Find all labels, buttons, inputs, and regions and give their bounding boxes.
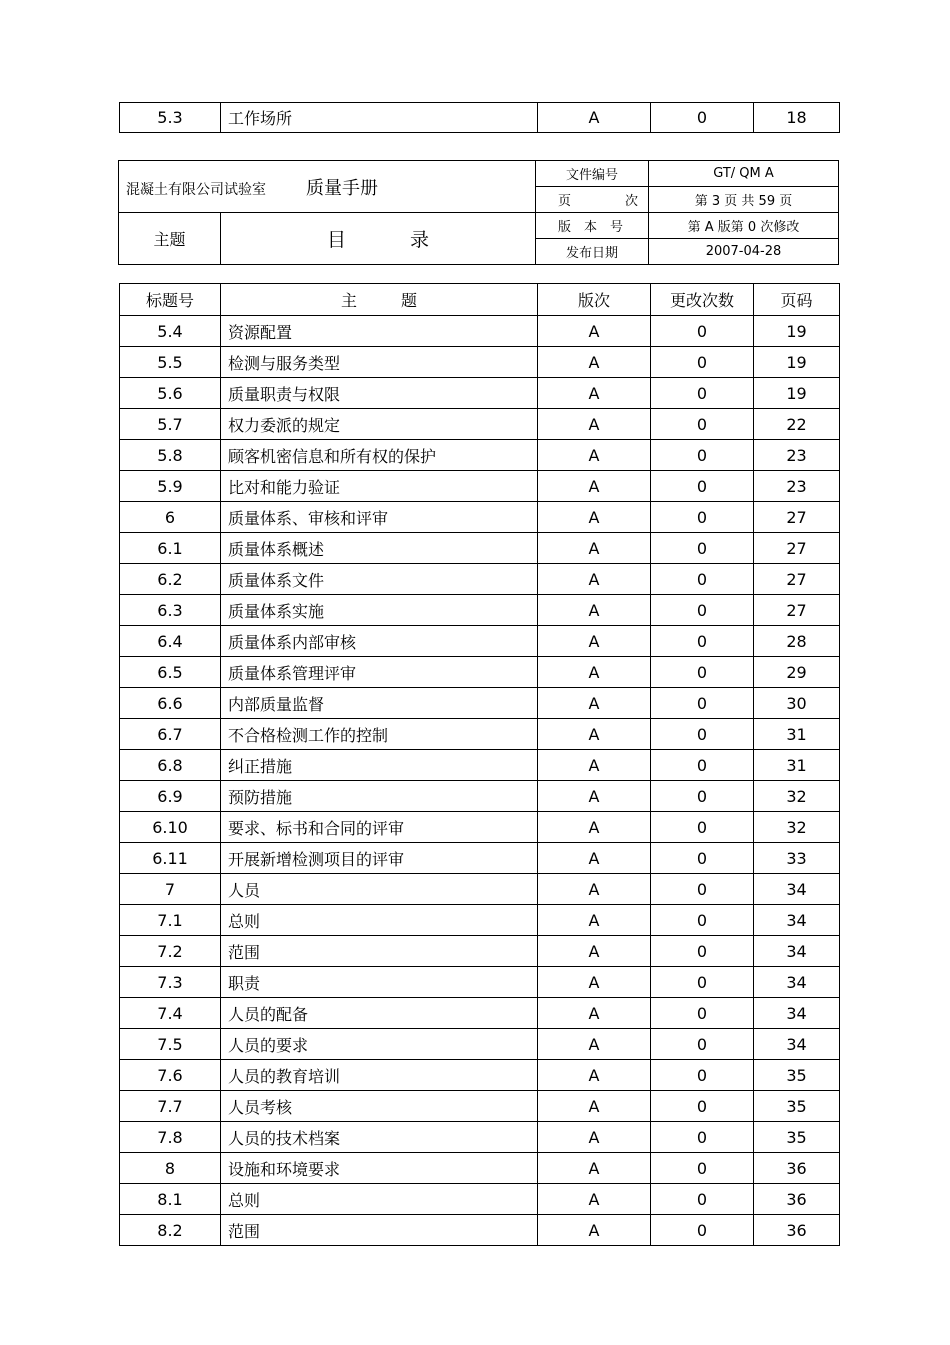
table-row	[120, 409, 840, 440]
doc-number-value: GT/ QM A	[649, 161, 839, 187]
section-number: 5.8	[120, 440, 221, 471]
section-revisions: 0	[651, 1122, 754, 1153]
section-version: A	[538, 378, 651, 409]
section-subject: 顾客机密信息和所有权的保护	[221, 440, 538, 471]
section-number: 5.3	[120, 103, 221, 133]
section-number: 6.10	[120, 812, 221, 843]
section-revisions: 0	[651, 378, 754, 409]
section-number: 8.1	[120, 1184, 221, 1215]
section-revisions: 0	[651, 781, 754, 812]
section-number: 7.1	[120, 905, 221, 936]
section-version: A	[538, 1215, 651, 1246]
section-revisions: 0	[651, 471, 754, 502]
toc-body	[120, 316, 840, 1246]
section-subject: 资源配置	[221, 316, 538, 347]
table-row	[120, 626, 840, 657]
section-revisions: 0	[651, 316, 754, 347]
section-page: 34	[754, 905, 840, 936]
section-revisions: 0	[651, 905, 754, 936]
section-number: 7.7	[120, 1091, 221, 1122]
section-revisions: 0	[651, 1060, 754, 1091]
section-subject: 检测与服务类型	[221, 347, 538, 378]
section-page: 27	[754, 564, 840, 595]
table-row	[120, 564, 840, 595]
section-page: 34	[754, 998, 840, 1029]
section-version: A	[538, 1029, 651, 1060]
section-subject: 要求、标书和合同的评审	[221, 812, 538, 843]
section-version: A	[538, 471, 651, 502]
section-number: 6	[120, 502, 221, 533]
release-date-label: 发布日期	[536, 239, 649, 265]
toc-header-row	[120, 284, 840, 316]
section-revisions: 0	[651, 1153, 754, 1184]
section-number: 5.6	[120, 378, 221, 409]
section-number: 8.2	[120, 1215, 221, 1246]
section-revisions: 0	[651, 719, 754, 750]
section-version: A	[538, 1060, 651, 1091]
section-page: 34	[754, 936, 840, 967]
table-row	[120, 595, 840, 626]
table-row	[120, 1215, 840, 1246]
section-number: 5.5	[120, 347, 221, 378]
section-revisions: 0	[651, 967, 754, 998]
section-version: A	[538, 347, 651, 378]
section-revisions: 0	[651, 1184, 754, 1215]
column-header-revisions: 更改次数	[651, 284, 754, 316]
table-row	[120, 998, 840, 1029]
section-version: A	[538, 103, 651, 133]
section-page: 35	[754, 1060, 840, 1091]
section-revisions: 0	[651, 1091, 754, 1122]
section-number: 6.3	[120, 595, 221, 626]
section-subject: 预防措施	[221, 781, 538, 812]
section-subject: 人员	[221, 874, 538, 905]
table-row	[120, 750, 840, 781]
section-number: 8	[120, 1153, 221, 1184]
section-version: A	[538, 1184, 651, 1215]
section-version: A	[538, 1122, 651, 1153]
section-revisions: 0	[651, 843, 754, 874]
toc-table	[119, 283, 840, 1246]
previous-page-last-row-table	[119, 102, 840, 133]
table-row	[120, 657, 840, 688]
section-page: 23	[754, 471, 840, 502]
section-page: 28	[754, 626, 840, 657]
table-row	[120, 719, 840, 750]
table-row	[120, 502, 840, 533]
section-subject: 比对和能力验证	[221, 471, 538, 502]
table-row	[120, 347, 840, 378]
section-revisions: 0	[651, 595, 754, 626]
section-page: 19	[754, 378, 840, 409]
table-row	[120, 1184, 840, 1215]
section-version: A	[538, 316, 651, 347]
version-label: 版 本 号	[536, 213, 649, 239]
section-page: 22	[754, 409, 840, 440]
table-row	[120, 1122, 840, 1153]
section-version: A	[538, 812, 651, 843]
section-number: 7	[120, 874, 221, 905]
section-revisions: 0	[651, 998, 754, 1029]
table-row	[120, 533, 840, 564]
column-header-subject: 主 题	[221, 284, 538, 316]
page-count-value: 第 3 页 共 59 页	[649, 187, 839, 213]
section-revisions: 0	[651, 502, 754, 533]
section-revisions: 0	[651, 409, 754, 440]
table-row	[120, 103, 840, 133]
section-subject: 范围	[221, 1215, 538, 1246]
section-page: 31	[754, 750, 840, 781]
table-row	[120, 812, 840, 843]
section-version: A	[538, 967, 651, 998]
table-row	[120, 874, 840, 905]
version-value: 第 A 版第 0 次修改	[649, 213, 839, 239]
section-page: 36	[754, 1184, 840, 1215]
section-subject: 开展新增检测项目的评审	[221, 843, 538, 874]
header-title-cell	[119, 161, 536, 213]
section-version: A	[538, 1153, 651, 1184]
section-revisions: 0	[651, 440, 754, 471]
section-page: 31	[754, 719, 840, 750]
lab-name: 混凝土有限公司试验室	[126, 181, 266, 198]
section-number: 6.7	[120, 719, 221, 750]
section-page: 35	[754, 1122, 840, 1153]
section-page: 34	[754, 1029, 840, 1060]
section-subject: 范围	[221, 936, 538, 967]
table-row	[120, 781, 840, 812]
table-row	[120, 1060, 840, 1091]
section-revisions: 0	[651, 874, 754, 905]
section-revisions: 0	[651, 812, 754, 843]
section-page: 27	[754, 502, 840, 533]
section-version: A	[538, 874, 651, 905]
table-row	[120, 471, 840, 502]
section-subject: 质量体系内部审核	[221, 626, 538, 657]
section-revisions: 0	[651, 750, 754, 781]
section-number: 6.8	[120, 750, 221, 781]
section-subject: 质量体系概述	[221, 533, 538, 564]
table-row	[120, 967, 840, 998]
table-row	[120, 936, 840, 967]
table-row	[120, 1029, 840, 1060]
section-number: 5.7	[120, 409, 221, 440]
column-header-page: 页码	[754, 284, 840, 316]
section-revisions: 0	[651, 936, 754, 967]
section-number: 7.3	[120, 967, 221, 998]
section-number: 6.2	[120, 564, 221, 595]
section-subject: 人员的教育培训	[221, 1060, 538, 1091]
section-page: 27	[754, 595, 840, 626]
section-page: 36	[754, 1153, 840, 1184]
section-number: 5.9	[120, 471, 221, 502]
section-version: A	[538, 998, 651, 1029]
section-page: 32	[754, 812, 840, 843]
doc-number-label: 文件编号	[536, 161, 649, 187]
page-label: 页 次	[536, 187, 649, 213]
section-revisions: 0	[651, 347, 754, 378]
section-subject: 职责	[221, 967, 538, 998]
section-revisions: 0	[651, 564, 754, 595]
section-number: 7.8	[120, 1122, 221, 1153]
section-version: A	[538, 502, 651, 533]
section-subject: 人员考核	[221, 1091, 538, 1122]
section-subject: 权力委派的规定	[221, 409, 538, 440]
table-row	[120, 688, 840, 719]
section-number: 6.9	[120, 781, 221, 812]
section-page: 34	[754, 967, 840, 998]
section-page: 27	[754, 533, 840, 564]
section-subject: 质量体系管理评审	[221, 657, 538, 688]
table-row	[120, 378, 840, 409]
section-subject: 内部质量监督	[221, 688, 538, 719]
section-version: A	[538, 719, 651, 750]
section-version: A	[538, 781, 651, 812]
section-version: A	[538, 905, 651, 936]
section-version: A	[538, 843, 651, 874]
section-number: 6.6	[120, 688, 221, 719]
toc-title: 目 录	[221, 213, 536, 265]
section-revisions: 0	[651, 533, 754, 564]
section-subject: 质量体系实施	[221, 595, 538, 626]
table-row	[120, 905, 840, 936]
section-subject: 不合格检测工作的控制	[221, 719, 538, 750]
section-page: 35	[754, 1091, 840, 1122]
section-version: A	[538, 657, 651, 688]
section-subject: 人员的技术档案	[221, 1122, 538, 1153]
section-revisions: 0	[651, 688, 754, 719]
section-subject: 人员的要求	[221, 1029, 538, 1060]
section-revisions: 0	[651, 1029, 754, 1060]
section-revisions: 0	[651, 657, 754, 688]
section-number: 7.4	[120, 998, 221, 1029]
subject-label: 主题	[119, 213, 221, 265]
section-page: 19	[754, 347, 840, 378]
section-page: 34	[754, 874, 840, 905]
section-version: A	[538, 409, 651, 440]
section-version: A	[538, 1091, 651, 1122]
section-version: A	[538, 936, 651, 967]
section-page: 30	[754, 688, 840, 719]
section-subject: 设施和环境要求	[221, 1153, 538, 1184]
section-page: 19	[754, 316, 840, 347]
section-number: 6.11	[120, 843, 221, 874]
section-number: 7.2	[120, 936, 221, 967]
section-number: 5.4	[120, 316, 221, 347]
release-date-value: 2007-04-28	[649, 239, 839, 265]
section-subject: 人员的配备	[221, 998, 538, 1029]
section-page: 36	[754, 1215, 840, 1246]
section-revisions: 0	[651, 626, 754, 657]
section-version: A	[538, 688, 651, 719]
section-page: 32	[754, 781, 840, 812]
table-row	[120, 440, 840, 471]
section-number: 7.6	[120, 1060, 221, 1091]
section-revisions: 0	[651, 103, 754, 133]
section-page: 23	[754, 440, 840, 471]
section-subject: 总则	[221, 1184, 538, 1215]
section-page: 29	[754, 657, 840, 688]
column-header-num: 标题号	[120, 284, 221, 316]
manual-title: 质量手册	[306, 177, 378, 199]
section-version: A	[538, 626, 651, 657]
section-subject: 质量体系文件	[221, 564, 538, 595]
document-header-table	[118, 160, 839, 265]
section-version: A	[538, 750, 651, 781]
table-row	[120, 1153, 840, 1184]
section-number: 6.4	[120, 626, 221, 657]
section-number: 6.1	[120, 533, 221, 564]
section-subject: 质量体系、审核和评审	[221, 502, 538, 533]
section-number: 6.5	[120, 657, 221, 688]
section-subject: 总则	[221, 905, 538, 936]
section-subject: 纠正措施	[221, 750, 538, 781]
section-version: A	[538, 440, 651, 471]
table-row	[120, 316, 840, 347]
section-page: 33	[754, 843, 840, 874]
section-subject: 质量职责与权限	[221, 378, 538, 409]
table-row	[120, 1091, 840, 1122]
section-version: A	[538, 595, 651, 626]
table-row	[120, 843, 840, 874]
column-header-version: 版次	[538, 284, 651, 316]
section-page: 18	[754, 103, 840, 133]
section-subject: 工作场所	[221, 103, 538, 133]
section-version: A	[538, 564, 651, 595]
section-revisions: 0	[651, 1215, 754, 1246]
section-number: 7.5	[120, 1029, 221, 1060]
section-version: A	[538, 533, 651, 564]
